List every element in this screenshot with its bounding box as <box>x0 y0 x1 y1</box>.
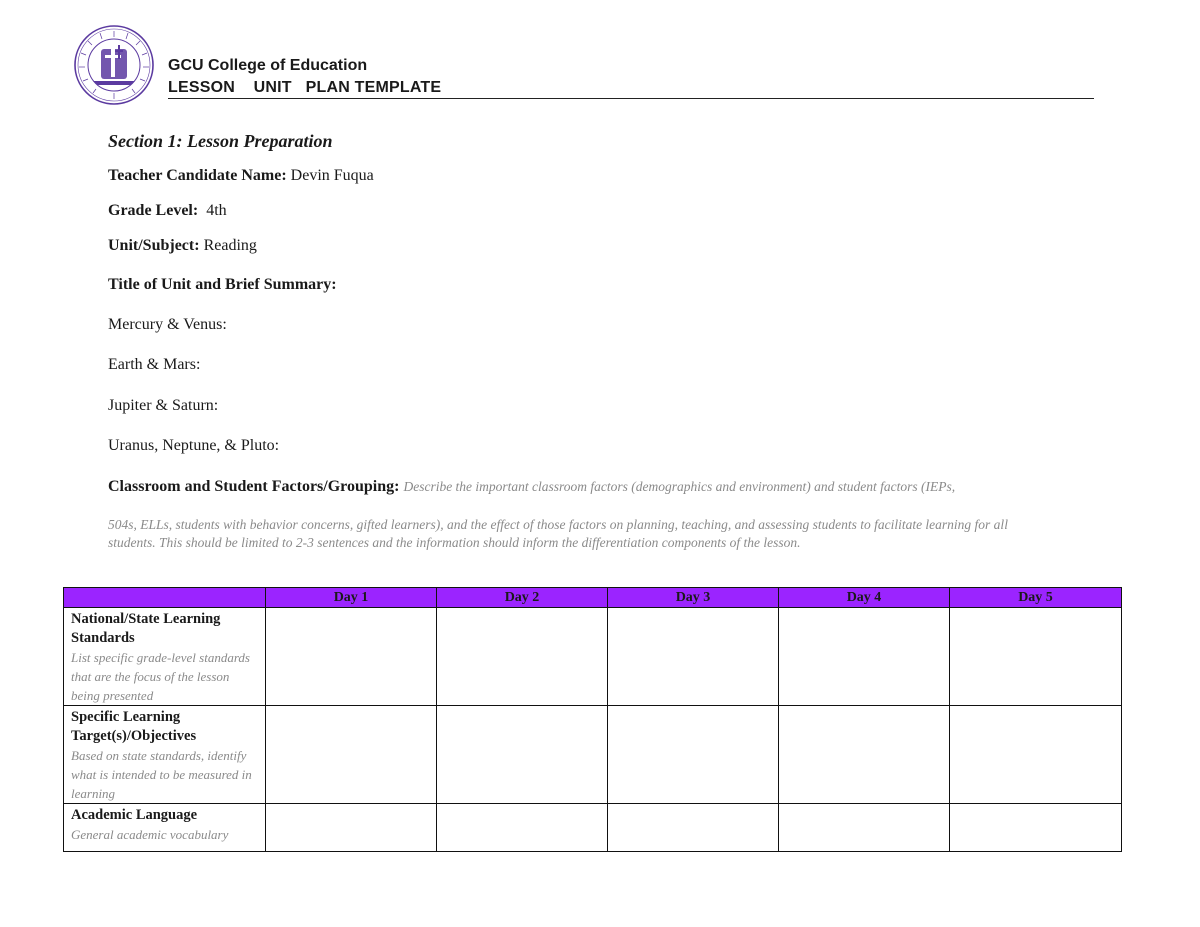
day-header: Day 2 <box>437 588 608 608</box>
summary-row <box>108 276 337 294</box>
row-title: National/State Learning Standards <box>71 611 221 646</box>
planet-line: Uranus, Neptune, & Pluto: <box>108 437 280 454</box>
day-cell[interactable] <box>779 706 950 804</box>
row-description: List specific grade-level standards that are the focus of the lesson being presented <box>71 650 250 703</box>
college-name: GCU College of Education <box>168 57 368 74</box>
planet-line: Earth & Mars: <box>108 356 201 373</box>
day-header: Day 3 <box>608 588 779 608</box>
row-title: Academic Language <box>71 807 198 823</box>
day-cell[interactable] <box>950 706 1122 804</box>
day-cell[interactable] <box>950 608 1122 706</box>
factors-hint: Describe the important classroom factors (demographics and environment) and student factors (IEPs, <box>403 479 956 494</box>
factors-row <box>108 478 955 496</box>
day-cell[interactable] <box>608 608 779 706</box>
grade-level-label: Grade Level: <box>108 202 199 219</box>
row-description: General academic vocabulary <box>71 827 229 842</box>
table-row <box>64 706 1122 804</box>
template-title: LESSON UNIT PLAN TEMPLATE <box>168 79 442 96</box>
day-cell[interactable] <box>437 608 608 706</box>
grade-level-value: 4th <box>206 202 227 219</box>
day-cell[interactable] <box>950 804 1122 852</box>
day-cell[interactable] <box>608 706 779 804</box>
planet-line: Jupiter & Saturn: <box>108 397 219 414</box>
day-header: Day 1 <box>266 588 437 608</box>
lesson-plan-table <box>63 587 1122 852</box>
day-cell[interactable] <box>608 804 779 852</box>
row-title: Specific Learning Target(s)/Objectives <box>71 709 197 744</box>
table-row <box>64 804 1122 852</box>
table-corner-cell <box>64 588 266 608</box>
unit-subject-row <box>108 237 257 255</box>
factors-label: Classroom and Student Factors/Grouping: <box>108 478 400 495</box>
university-seal-logo <box>71 25 157 105</box>
row-description: Based on state standards, identify what is intended to be measured in learning <box>71 748 252 801</box>
header-rule <box>168 98 1094 99</box>
section-title: Section 1: Lesson Preparation <box>108 131 333 151</box>
day-cell[interactable] <box>437 706 608 804</box>
table-row <box>64 608 1122 706</box>
day-cell[interactable] <box>437 804 608 852</box>
row-header-standards <box>64 608 266 706</box>
unit-subject-label: Unit/Subject: <box>108 237 200 254</box>
day-header: Day 4 <box>779 588 950 608</box>
teacher-name-label: Teacher Candidate Name: <box>108 167 287 184</box>
summary-label: Title of Unit and Brief Summary: <box>108 276 337 293</box>
day-cell[interactable] <box>779 804 950 852</box>
factors-hint-continued: 504s, ELLs, students with behavior concerns, gifted learners), and the effect of those factors on planning, teaching, and assessing students to facilitate learning for all students. This should be limited to 2-3 sentences and the information should inform the differentiation components of the lesson. <box>108 517 1008 550</box>
row-header-objectives <box>64 706 266 804</box>
day-header: Day 5 <box>950 588 1122 608</box>
row-header-academic-language <box>64 804 266 852</box>
day-cell[interactable] <box>266 804 437 852</box>
teacher-name-row <box>108 167 374 185</box>
grade-level-row <box>108 202 227 220</box>
table-header-row <box>64 588 1122 608</box>
day-cell[interactable] <box>266 706 437 804</box>
unit-subject-value: Reading <box>203 237 257 254</box>
teacher-name-value: Devin Fuqua <box>290 167 374 184</box>
day-cell[interactable] <box>779 608 950 706</box>
day-cell[interactable] <box>266 608 437 706</box>
planet-line: Mercury & Venus: <box>108 316 227 333</box>
